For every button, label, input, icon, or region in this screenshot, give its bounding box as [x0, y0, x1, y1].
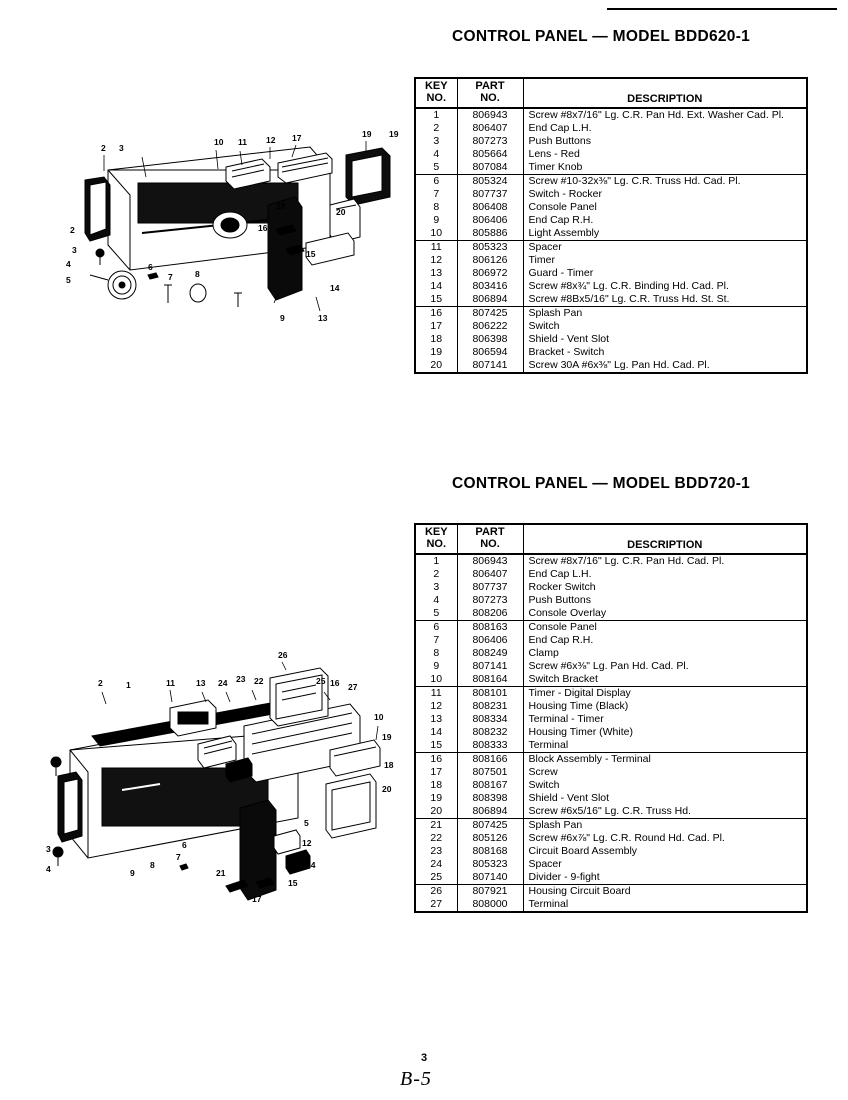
table-row: [415, 554, 807, 568]
table-row: [415, 660, 807, 673]
cell-description: Shield - Vent Slot: [523, 792, 807, 805]
header-key-line1: KEY: [424, 526, 448, 538]
cell-description: Switch: [523, 320, 807, 333]
table-row: [415, 805, 807, 819]
cell-part-no: 807273: [457, 594, 523, 607]
cell-key-no: 16: [415, 753, 457, 767]
cell-description: Timer - Digital Display: [523, 687, 807, 701]
cell-description: Splash Pan: [523, 307, 807, 321]
cell-part-no: 808231: [457, 700, 523, 713]
cell-key-no: 24: [415, 858, 457, 871]
table-row: [415, 267, 807, 280]
cell-description: Switch Bracket: [523, 673, 807, 687]
table-row: [415, 241, 807, 255]
svg-text:19: 19: [362, 129, 372, 139]
cell-key-no: 14: [415, 726, 457, 739]
svg-text:14: 14: [306, 860, 316, 870]
table-header-row: [415, 78, 807, 108]
header-part-line2: NO.: [480, 91, 500, 104]
table-row: [415, 320, 807, 333]
table-row: [415, 819, 807, 833]
svg-text:11: 11: [238, 137, 247, 147]
header-key-line2: NO.: [426, 91, 447, 104]
cell-part-no: 808168: [457, 845, 523, 858]
table-row: [415, 845, 807, 858]
cell-part-no: 805324: [457, 175, 523, 189]
svg-text:1: 1: [126, 680, 131, 690]
cell-description: Screw #6x⅜" Lg. Pan Hd. Cad. Pl.: [523, 660, 807, 673]
section-title-bdd620: CONTROL PANEL — MODEL BDD620-1: [452, 28, 751, 45]
cell-part-no: 807737: [457, 188, 523, 201]
table-row: [415, 726, 807, 739]
cell-key-no: 15: [415, 739, 457, 753]
top-right-rule: [607, 8, 837, 10]
table-row: [415, 700, 807, 713]
cell-key-no: 27: [415, 898, 457, 912]
svg-text:15: 15: [288, 878, 298, 888]
table-row: [415, 621, 807, 635]
table-body: [415, 108, 807, 373]
table-row: [415, 766, 807, 779]
svg-text:24: 24: [218, 678, 228, 688]
svg-text:9: 9: [280, 313, 285, 323]
table-row: [415, 214, 807, 227]
svg-text:14: 14: [330, 283, 340, 293]
cell-part-no: 808333: [457, 739, 523, 753]
table-row: [415, 871, 807, 885]
svg-text:2: 2: [101, 143, 106, 153]
table-row: [415, 188, 807, 201]
svg-text:20: 20: [336, 207, 346, 217]
cell-key-no: 12: [415, 700, 457, 713]
cell-part-no: 808166: [457, 753, 523, 767]
cell-part-no: 803416: [457, 280, 523, 293]
cell-description: Light Assembly: [523, 227, 807, 241]
svg-text:5: 5: [304, 818, 309, 828]
cell-key-no: 3: [415, 135, 457, 148]
cell-description: End Cap R.H.: [523, 214, 807, 227]
cell-description: Block Assembly - Terminal: [523, 753, 807, 767]
cell-key-no: 7: [415, 634, 457, 647]
cell-part-no: 807141: [457, 359, 523, 373]
cell-description: Spacer: [523, 858, 807, 871]
header-part: [457, 524, 523, 554]
svg-text:17: 17: [292, 133, 302, 143]
cell-part-no: 806406: [457, 634, 523, 647]
svg-text:10: 10: [214, 137, 224, 147]
cell-key-no: 10: [415, 227, 457, 241]
handwritten-annotation: B-5: [400, 1068, 432, 1090]
cell-key-no: 18: [415, 333, 457, 346]
cell-part-no: 808101: [457, 687, 523, 701]
cell-description: Screw: [523, 766, 807, 779]
svg-text:21: 21: [216, 868, 226, 878]
cell-key-no: 20: [415, 359, 457, 373]
svg-text:6: 6: [148, 262, 153, 272]
cell-description: Timer Knob: [523, 161, 807, 175]
cell-part-no: 807501: [457, 766, 523, 779]
cell-part-no: 808164: [457, 673, 523, 687]
cell-description: Push Buttons: [523, 594, 807, 607]
cell-part-no: 808334: [457, 713, 523, 726]
header-key: [415, 524, 457, 554]
cell-part-no: 807921: [457, 885, 523, 899]
cell-key-no: 17: [415, 766, 457, 779]
cell-key-no: 4: [415, 148, 457, 161]
svg-text:8: 8: [195, 269, 200, 279]
table-row: [415, 254, 807, 267]
cell-key-no: 5: [415, 607, 457, 621]
table-row: [415, 568, 807, 581]
table-row: [415, 673, 807, 687]
cell-part-no: 805664: [457, 148, 523, 161]
svg-text:17: 17: [252, 894, 262, 904]
table-row: [415, 293, 807, 307]
svg-text:2: 2: [70, 225, 75, 235]
svg-text:19: 19: [382, 732, 392, 742]
cell-description: Console Panel: [523, 621, 807, 635]
svg-text:4: 4: [46, 864, 51, 874]
cell-description: Screw #8x¾" Lg. C.R. Binding Hd. Cad. Pl.: [523, 280, 807, 293]
table-row: [415, 122, 807, 135]
cell-description: Push Buttons: [523, 135, 807, 148]
cell-key-no: 6: [415, 175, 457, 189]
parts-table-bdd620: [414, 77, 808, 374]
cell-part-no: 806894: [457, 805, 523, 819]
section-title-bdd720: CONTROL PANEL — MODEL BDD720-1: [452, 475, 751, 492]
cell-key-no: 2: [415, 568, 457, 581]
table-row: [415, 647, 807, 660]
cell-part-no: 806407: [457, 122, 523, 135]
table-row: [415, 346, 807, 359]
cell-part-no: 806972: [457, 267, 523, 280]
cell-part-no: 808206: [457, 607, 523, 621]
svg-text:15: 15: [306, 249, 316, 259]
cell-description: Screw #6x⅞" Lg. C.R. Round Hd. Cad. Pl.: [523, 832, 807, 845]
table-row: [415, 201, 807, 214]
cell-part-no: 805323: [457, 858, 523, 871]
cell-description: Housing Timer (White): [523, 726, 807, 739]
header-part-line1: PART: [475, 80, 505, 92]
svg-text:5: 5: [66, 275, 71, 285]
svg-text:4: 4: [66, 259, 71, 269]
cell-part-no: 806222: [457, 320, 523, 333]
cell-part-no: 806894: [457, 293, 523, 307]
svg-text:23: 23: [236, 674, 246, 684]
table-row: [415, 753, 807, 767]
cell-description: Timer: [523, 254, 807, 267]
cell-part-no: 806408: [457, 201, 523, 214]
cell-description: Clamp: [523, 647, 807, 660]
svg-text:8: 8: [150, 860, 155, 870]
svg-text:7: 7: [168, 272, 173, 282]
table-row: [415, 307, 807, 321]
header-description: DESCRIPTION: [523, 524, 807, 554]
svg-text:13: 13: [318, 313, 328, 323]
table-header-row: [415, 524, 807, 554]
header-key: [415, 78, 457, 108]
cell-description: Rocker Switch: [523, 581, 807, 594]
table-row: [415, 634, 807, 647]
cell-description: Lens - Red: [523, 148, 807, 161]
table-row: [415, 227, 807, 241]
cell-key-no: 7: [415, 188, 457, 201]
cell-description: Shield - Vent Slot: [523, 333, 807, 346]
cell-key-no: 6: [415, 621, 457, 635]
cell-part-no: 807273: [457, 135, 523, 148]
cell-description: End Cap L.H.: [523, 568, 807, 581]
cell-key-no: 17: [415, 320, 457, 333]
cell-part-no: 807141: [457, 660, 523, 673]
cell-part-no: 806943: [457, 554, 523, 568]
svg-text:3: 3: [119, 143, 124, 153]
cell-description: Screw 30A #6x⅜" Lg. Pan Hd. Cad. Pl.: [523, 359, 807, 373]
exploded-diagram-bdd620: [30, 125, 400, 365]
cell-part-no: 806594: [457, 346, 523, 359]
header-part: [457, 78, 523, 108]
cell-key-no: 19: [415, 346, 457, 359]
cell-description: Divider - 9-fight: [523, 871, 807, 885]
cell-description: Circuit Board Assembly: [523, 845, 807, 858]
cell-key-no: 22: [415, 832, 457, 845]
page-number: 3: [420, 1052, 428, 1064]
cell-key-no: 25: [415, 871, 457, 885]
table-row: [415, 607, 807, 621]
svg-text:25: 25: [316, 676, 326, 686]
table-row: [415, 898, 807, 912]
cell-key-no: 20: [415, 805, 457, 819]
cell-key-no: 11: [415, 241, 457, 255]
cell-key-no: 2: [415, 122, 457, 135]
cell-part-no: 806943: [457, 108, 523, 122]
svg-text:26: 26: [278, 650, 288, 660]
cell-key-no: 19: [415, 792, 457, 805]
cell-part-no: 808167: [457, 779, 523, 792]
cell-part-no: 806398: [457, 333, 523, 346]
cell-description: Terminal - Timer: [523, 713, 807, 726]
table-row: [415, 832, 807, 845]
cell-description: Housing Time (Black): [523, 700, 807, 713]
table-row: [415, 581, 807, 594]
table-row: [415, 885, 807, 899]
cell-key-no: 5: [415, 161, 457, 175]
cell-key-no: 14: [415, 280, 457, 293]
cell-part-no: 807737: [457, 581, 523, 594]
cell-description: Screw #6x5/16" Lg. C.R. Truss Hd.: [523, 805, 807, 819]
cell-part-no: 805886: [457, 227, 523, 241]
cell-description: Screw #10-32x⅜" Lg. C.R. Truss Hd. Cad. Pl.: [523, 175, 807, 189]
table-row: [415, 713, 807, 726]
cell-key-no: 21: [415, 819, 457, 833]
table-row: [415, 792, 807, 805]
cell-part-no: 807425: [457, 307, 523, 321]
cell-part-no: 807140: [457, 871, 523, 885]
cell-part-no: 806126: [457, 254, 523, 267]
svg-text:12: 12: [266, 135, 276, 145]
cell-description: Switch: [523, 779, 807, 792]
svg-text:12: 12: [302, 838, 312, 848]
cell-key-no: 9: [415, 660, 457, 673]
svg-text:19: 19: [389, 129, 399, 139]
exploded-diagram-bdd720: [30, 640, 400, 920]
cell-description: Bracket - Switch: [523, 346, 807, 359]
cell-key-no: 9: [415, 214, 457, 227]
svg-text:13: 13: [196, 678, 206, 688]
cell-part-no: 808232: [457, 726, 523, 739]
cell-part-no: 805126: [457, 832, 523, 845]
table-row: [415, 359, 807, 373]
parts-table-bdd720: [414, 523, 808, 913]
header-description: DESCRIPTION: [523, 78, 807, 108]
table-row: [415, 135, 807, 148]
cell-description: Switch - Rocker: [523, 188, 807, 201]
cell-description: End Cap L.H.: [523, 122, 807, 135]
cell-key-no: 10: [415, 673, 457, 687]
cell-description: End Cap R.H.: [523, 634, 807, 647]
cell-description: Screw #8x7/16" Lg. C.R. Pan Hd. Ext. Washer Cad. Pl.: [523, 108, 807, 122]
cell-part-no: 808398: [457, 792, 523, 805]
cell-key-no: 4: [415, 594, 457, 607]
cell-description: Terminal: [523, 898, 807, 912]
svg-text:6: 6: [182, 840, 187, 850]
table-row: [415, 280, 807, 293]
cell-key-no: 13: [415, 267, 457, 280]
cell-description: Terminal: [523, 739, 807, 753]
cell-key-no: 8: [415, 201, 457, 214]
svg-text:22: 22: [254, 676, 264, 686]
svg-text:18: 18: [384, 760, 394, 770]
svg-text:9: 9: [130, 868, 135, 878]
table-row: [415, 175, 807, 189]
svg-text:18: 18: [276, 201, 286, 211]
cell-description: Spacer: [523, 241, 807, 255]
header-part-line2: NO.: [480, 537, 500, 550]
cell-description: Console Overlay: [523, 607, 807, 621]
cell-key-no: 1: [415, 108, 457, 122]
cell-description: Console Panel: [523, 201, 807, 214]
table-row: [415, 779, 807, 792]
table-row: [415, 858, 807, 871]
table-body: [415, 554, 807, 912]
svg-text:3: 3: [72, 245, 77, 255]
cell-part-no: 808163: [457, 621, 523, 635]
header-part-line1: PART: [475, 526, 505, 538]
cell-key-no: 26: [415, 885, 457, 899]
svg-text:10: 10: [374, 712, 384, 722]
svg-text:3: 3: [46, 844, 51, 854]
cell-part-no: 806407: [457, 568, 523, 581]
table-row: [415, 739, 807, 753]
cell-description: Screw #8Bx5/16" Lg. C.R. Truss Hd. St. St.: [523, 293, 807, 307]
svg-text:16: 16: [258, 223, 268, 233]
table-row: [415, 108, 807, 122]
cell-key-no: 3: [415, 581, 457, 594]
cell-description: Guard - Timer: [523, 267, 807, 280]
cell-part-no: 808249: [457, 647, 523, 660]
svg-text:20: 20: [382, 784, 392, 794]
cell-part-no: 807425: [457, 819, 523, 833]
table-row: [415, 161, 807, 175]
cell-key-no: 11: [415, 687, 457, 701]
svg-text:2: 2: [98, 678, 103, 688]
cell-description: Screw #8x7/16" Lg. C.R. Pan Hd. Cad. Pl.: [523, 554, 807, 568]
cell-part-no: 808000: [457, 898, 523, 912]
cell-description: Splash Pan: [523, 819, 807, 833]
cell-description: Housing Circuit Board: [523, 885, 807, 899]
cell-part-no: 805323: [457, 241, 523, 255]
table-row: [415, 148, 807, 161]
table-row: [415, 594, 807, 607]
svg-text:27: 27: [348, 682, 358, 692]
cell-key-no: 13: [415, 713, 457, 726]
cell-key-no: 1: [415, 554, 457, 568]
cell-part-no: 806406: [457, 214, 523, 227]
svg-text:16: 16: [330, 678, 340, 688]
cell-key-no: 18: [415, 779, 457, 792]
svg-text:7: 7: [176, 852, 181, 862]
svg-text:11: 11: [166, 678, 175, 688]
table-row: [415, 687, 807, 701]
cell-key-no: 16: [415, 307, 457, 321]
cell-key-no: 12: [415, 254, 457, 267]
header-key-line2: NO.: [426, 537, 447, 550]
cell-key-no: 15: [415, 293, 457, 307]
cell-part-no: 807084: [457, 161, 523, 175]
header-key-line1: KEY: [424, 80, 448, 92]
table-row: [415, 333, 807, 346]
cell-key-no: 23: [415, 845, 457, 858]
cell-key-no: 8: [415, 647, 457, 660]
